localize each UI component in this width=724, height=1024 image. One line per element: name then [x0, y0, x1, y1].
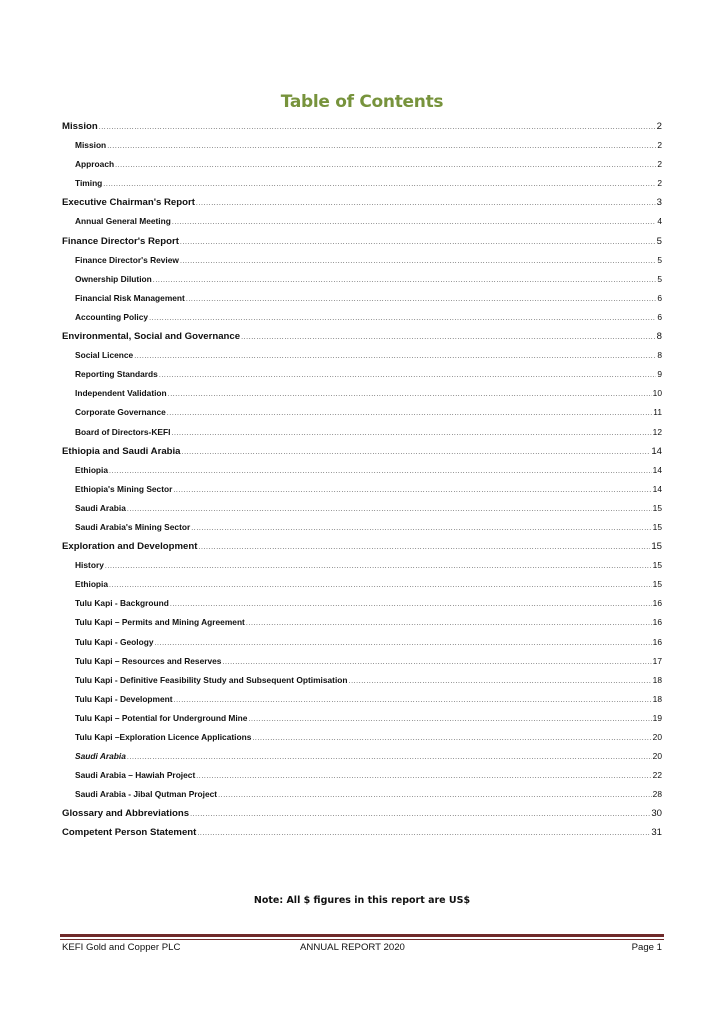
- toc-dot-leader: [127, 748, 652, 767]
- toc-entry-title: Tulu Kapi - Definitive Feasibility Study and Subsequent Optimisation: [75, 674, 348, 685]
- footer-divider-thin: [60, 939, 664, 940]
- toc-page-number: 14: [652, 483, 662, 494]
- toc-page-number: 6: [657, 292, 662, 303]
- footer-report-title: ANNUAL REPORT 2020: [300, 942, 405, 953]
- toc-page-number: 14: [651, 445, 662, 457]
- toc-subsection-link[interactable]: [62, 633, 662, 652]
- toc-dot-leader: [180, 252, 656, 271]
- toc-entry-title: Approach: [75, 159, 115, 170]
- toc-subsection-link[interactable]: [62, 480, 662, 499]
- toc-page-number: 15: [652, 560, 662, 571]
- toc-dot-leader: [246, 614, 652, 633]
- toc-entry-title: Finance Director's Report: [62, 235, 179, 247]
- toc-entry-title: Environmental, Social and Governance: [62, 331, 241, 343]
- toc-entry-title: Tulu Kapi – Permits and Mining Agreement: [75, 617, 245, 628]
- toc-entry-title: Tulu Kapi – Potential for Underground Mine: [75, 712, 248, 723]
- toc-page-number: 15: [652, 502, 662, 513]
- page-title: Table of Contents: [280, 92, 444, 112]
- toc-subsection-link[interactable]: [62, 613, 662, 632]
- toc-subsection-link[interactable]: [62, 174, 662, 193]
- toc-dot-leader: [154, 634, 651, 653]
- toc-dot-leader: [190, 805, 650, 824]
- toc-page-number: 5: [657, 254, 662, 265]
- toc-page-number: 20: [652, 732, 662, 742]
- toc-page-number: 18: [652, 693, 662, 704]
- toc-subsection-link[interactable]: [62, 575, 662, 594]
- toc-page-number: 5: [657, 273, 662, 284]
- toc-page-number: 5: [656, 235, 662, 247]
- toc-subsection-link[interactable]: [62, 747, 662, 766]
- toc-page-number: 4: [657, 216, 662, 227]
- toc-subsection-link[interactable]: [62, 766, 662, 785]
- toc-subsection-link[interactable]: [62, 289, 662, 308]
- toc-page-number: 6: [657, 311, 662, 322]
- toc-section-link[interactable]: [62, 193, 662, 212]
- toc-entry-title: Exploration and Development: [62, 541, 198, 553]
- toc-page-number: 31: [651, 827, 662, 839]
- toc-section-link[interactable]: [62, 804, 662, 823]
- toc-entry-title: Accounting Policy: [75, 311, 149, 322]
- toc-entry-title: Mission: [75, 140, 107, 151]
- toc-subsection-link[interactable]: [62, 671, 662, 690]
- toc-subsection-link[interactable]: [62, 403, 662, 422]
- toc-page-number: 11: [653, 407, 662, 418]
- toc-section-link[interactable]: [62, 232, 662, 251]
- toc-entry-title: Saudi Arabia: [75, 751, 126, 762]
- toc-subsection-link[interactable]: [62, 346, 662, 365]
- toc-entry-title: Board of Directors-KEFI: [75, 426, 171, 437]
- toc-dot-leader: [109, 576, 652, 595]
- toc-dot-leader: [241, 328, 656, 347]
- toc-dot-leader: [196, 767, 651, 786]
- toc-page-number: 8: [656, 331, 662, 343]
- toc-page-number: 19: [652, 712, 662, 723]
- toc-entry-title: Ethiopia and Saudi Arabia: [62, 445, 181, 457]
- toc-page-number: 3: [656, 197, 662, 209]
- toc-entry-title: Annual General Meeting: [75, 216, 171, 227]
- toc-dot-leader: [349, 672, 652, 691]
- toc-dot-leader: [149, 309, 656, 328]
- toc-page-number: 14: [652, 464, 662, 475]
- toc-subsection-link[interactable]: [62, 423, 662, 442]
- toc-entry-title: Saudi Arabia – Hawiah Project: [75, 770, 196, 781]
- toc-dot-leader: [99, 118, 656, 137]
- toc-page-number: 15: [651, 541, 662, 553]
- toc-dot-leader: [115, 156, 656, 175]
- toc-section-link[interactable]: [62, 442, 662, 461]
- toc-subsection-link[interactable]: [62, 499, 662, 518]
- toc-page-number: 20: [652, 751, 662, 762]
- toc-subsection-link[interactable]: [62, 690, 662, 709]
- toc-entry-title: Tulu Kapi - Background: [75, 598, 169, 609]
- toc-subsection-link[interactable]: [62, 365, 662, 384]
- toc-dot-leader: [197, 824, 650, 843]
- toc-entry-title: History: [75, 560, 104, 571]
- toc-dot-leader: [180, 233, 656, 252]
- toc-entry-title: Timing: [75, 178, 103, 189]
- toc-dot-leader: [222, 653, 651, 672]
- toc-page-number: 28: [652, 789, 662, 800]
- toc-entry-title: Ethiopia's Mining Sector: [75, 483, 173, 494]
- toc-entry-title: Corporate Governance: [75, 407, 166, 418]
- toc-section-link[interactable]: [62, 117, 662, 136]
- toc-dot-leader: [170, 595, 652, 614]
- toc-section-link[interactable]: [62, 823, 662, 842]
- toc-section-link[interactable]: [62, 537, 662, 556]
- table-of-contents: [62, 117, 662, 843]
- toc-dot-leader: [171, 424, 651, 443]
- toc-entry-title: Tulu Kapi –Exploration Licence Applications: [75, 732, 252, 742]
- toc-dot-leader: [109, 462, 652, 481]
- toc-page-number: 17: [652, 655, 662, 666]
- toc-entry-title: Executive Chairman's Report: [62, 197, 195, 209]
- toc-page-number: 2: [656, 121, 662, 132]
- toc-dot-leader: [168, 385, 652, 404]
- toc-page-number: 22: [652, 770, 662, 781]
- toc-entry-title: Financial Risk Management: [75, 292, 185, 303]
- toc-dot-leader: [153, 271, 657, 290]
- footer-page-number: Page 1: [631, 942, 662, 953]
- toc-subsection-link[interactable]: [62, 155, 662, 174]
- toc-subsection-link[interactable]: [62, 785, 662, 804]
- toc-entry-title: Saudi Arabia's Mining Sector: [75, 521, 191, 532]
- toc-page-number: 2: [657, 140, 662, 151]
- toc-entry-title: Glossary and Abbreviations: [62, 808, 190, 820]
- toc-page-number: 30: [651, 808, 662, 820]
- toc-page-number: 12: [652, 426, 662, 437]
- toc-page-number: 15: [652, 579, 662, 590]
- toc-entry-title: Ethiopia: [75, 464, 109, 475]
- page-footer: [62, 942, 662, 953]
- toc-dot-leader: [167, 404, 653, 423]
- toc-entry-title: Ethiopia: [75, 579, 109, 590]
- toc-dot-leader: [159, 366, 657, 385]
- toc-subsection-link[interactable]: [62, 594, 662, 613]
- toc-page-number: 18: [652, 674, 662, 685]
- toc-subsection-link[interactable]: [62, 308, 662, 327]
- toc-dot-leader: [191, 519, 651, 538]
- toc-dot-leader: [248, 710, 651, 729]
- footer-divider: [60, 934, 664, 937]
- toc-page-number: 16: [652, 598, 662, 609]
- toc-dot-leader: [186, 290, 656, 309]
- toc-subsection-link[interactable]: [62, 270, 662, 289]
- toc-subsection-link[interactable]: [62, 652, 662, 671]
- currency-note: Note: All $ figures in this report are US$: [253, 895, 471, 906]
- toc-page-number: 2: [657, 178, 662, 189]
- toc-subsection-link[interactable]: [62, 518, 662, 537]
- toc-entry-title: Tulu Kapi – Resources and Reserves: [75, 655, 222, 666]
- toc-dot-leader: [105, 557, 652, 576]
- toc-entry-title: Tulu Kapi - Geology: [75, 636, 154, 647]
- toc-page-number: 8: [657, 350, 662, 361]
- toc-subsection-link[interactable]: [62, 709, 662, 728]
- toc-dot-leader: [103, 175, 656, 194]
- toc-page-number: 15: [652, 521, 662, 532]
- toc-page-number: 16: [652, 636, 662, 647]
- toc-dot-leader: [134, 347, 656, 366]
- toc-entry-title: Competent Person Statement: [62, 827, 197, 839]
- toc-dot-leader: [218, 786, 652, 805]
- toc-dot-leader: [182, 443, 651, 462]
- toc-entry-title: Saudi Arabia - Jibal Qutman Project: [75, 789, 218, 800]
- toc-entry-title: Ownership Dilution: [75, 273, 152, 284]
- toc-entry-title: Reporting Standards: [75, 369, 158, 380]
- toc-entry-title: Finance Director's Review: [75, 254, 179, 265]
- toc-dot-leader: [252, 729, 651, 748]
- toc-section-link[interactable]: [62, 327, 662, 346]
- toc-subsection-link[interactable]: [62, 556, 662, 575]
- toc-dot-leader: [107, 137, 656, 156]
- toc-subsection-link[interactable]: [62, 461, 662, 480]
- toc-dot-leader: [174, 691, 652, 710]
- toc-entry-title: Tulu Kapi - Development: [75, 693, 173, 704]
- toc-subsection-link[interactable]: [62, 251, 662, 270]
- toc-dot-leader: [173, 481, 651, 500]
- toc-entry-title: Mission: [62, 121, 98, 132]
- toc-dot-leader: [172, 213, 656, 232]
- toc-entry-title: Social Licence: [75, 350, 134, 361]
- toc-subsection-link[interactable]: [62, 728, 662, 747]
- toc-page-number: 10: [652, 388, 662, 399]
- toc-dot-leader: [196, 194, 656, 213]
- toc-page-number: 16: [652, 617, 662, 628]
- toc-page-number: 9: [657, 369, 662, 380]
- toc-dot-leader: [198, 538, 650, 557]
- toc-entry-title: Saudi Arabia: [75, 502, 126, 513]
- toc-dot-leader: [127, 500, 652, 519]
- toc-entry-title: Independent Validation: [75, 388, 167, 399]
- footer-company: KEFI Gold and Copper PLC: [62, 942, 181, 953]
- toc-page-number: 2: [657, 159, 662, 170]
- toc-subsection-link[interactable]: [62, 212, 662, 231]
- toc-subsection-link[interactable]: [62, 384, 662, 403]
- toc-subsection-link[interactable]: [62, 136, 662, 155]
